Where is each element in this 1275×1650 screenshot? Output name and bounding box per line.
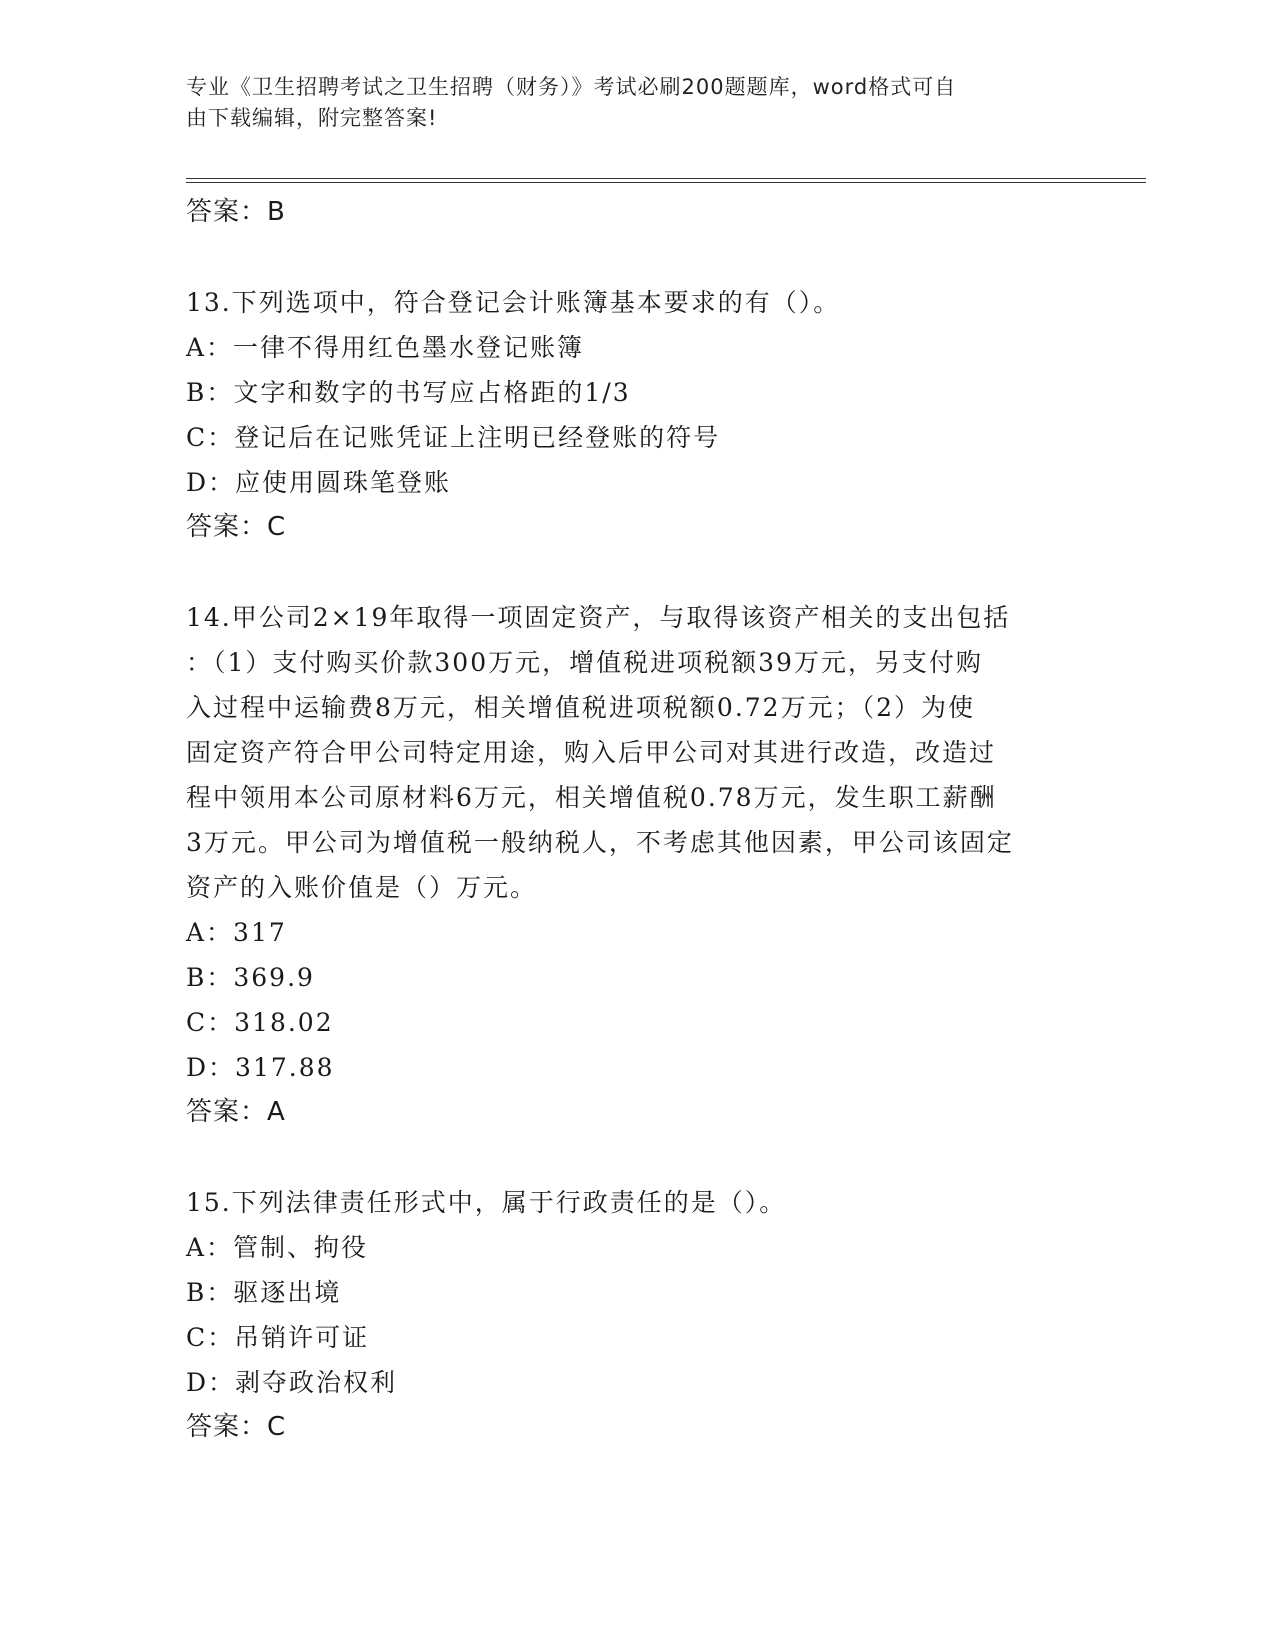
option-a: A：317 xyxy=(186,918,287,947)
option-b: B：驱逐出境 xyxy=(186,1278,342,1307)
option-d: D：应使用圆珠笔登账 xyxy=(186,468,452,497)
question-stem-line-3: 入过程中运输费8万元，相关增值税进项税额0.72万元；（2）为使 xyxy=(186,693,975,722)
option-a: A：管制、拘役 xyxy=(186,1233,369,1262)
question-stem-line-6: 3万元。甲公司为增值税一般纳税人，不考虑其他因素，甲公司该固定 xyxy=(186,828,1014,857)
option-b: B：369.9 xyxy=(186,963,315,992)
question-stem-line-2: ：（1）支付购买价款300万元，增值税进项税额39万元，另支付购 xyxy=(186,648,983,677)
question-14 xyxy=(186,595,1086,1135)
option-a: A：一律不得用红色墨水登记账簿 xyxy=(186,333,585,362)
spacer xyxy=(186,550,1086,595)
question-stem: 13.下列选项中，符合登记会计账簿基本要求的有（）。 xyxy=(186,288,841,317)
spacer xyxy=(186,235,1086,280)
answer: 答案：C xyxy=(186,512,287,542)
header-rule-top xyxy=(186,178,1146,179)
option-b: B：文字和数字的书写应占格距的1/3 xyxy=(186,378,631,407)
option-d: D：剥夺政治权利 xyxy=(186,1368,398,1397)
option-d: D：317.88 xyxy=(186,1053,335,1082)
question-13 xyxy=(186,280,1086,550)
option-c: C：318.02 xyxy=(186,1008,334,1037)
previous-answer: 答案：B xyxy=(186,197,286,227)
question-stem-line-4: 固定资产符合甲公司特定用途，购入后甲公司对其进行改造，改造过 xyxy=(186,738,997,767)
document-header xyxy=(186,72,1066,134)
answer: 答案：A xyxy=(186,1097,286,1127)
question-list xyxy=(186,190,1086,1450)
question-stem-line-5: 程中领用本公司原材料6万元，相关增值税0.78万元，发生职工薪酬 xyxy=(186,783,997,812)
header-line-1: 专业《卫生招聘考试之卫生招聘（财务）》考试必刷200题题库，word格式可自 xyxy=(186,75,957,99)
spacer xyxy=(186,1135,1086,1180)
question-stem-line-1: 14.甲公司2×19年取得一项固定资产，与取得该资产相关的支出包括 xyxy=(186,603,1011,632)
question-stem: 15.下列法律责任形式中，属于行政责任的是（）。 xyxy=(186,1188,787,1217)
question-15 xyxy=(186,1180,1086,1450)
question-stem-line-7: 资产的入账价值是（）万元。 xyxy=(186,873,538,902)
option-c: C：吊销许可证 xyxy=(186,1323,370,1352)
header-line-2: 由下载编辑，附完整答案! xyxy=(186,106,438,130)
header-rule-bottom xyxy=(186,182,1146,183)
answer: 答案：C xyxy=(186,1412,287,1442)
option-c: C：登记后在记账凭证上注明已经登账的符号 xyxy=(186,423,721,452)
